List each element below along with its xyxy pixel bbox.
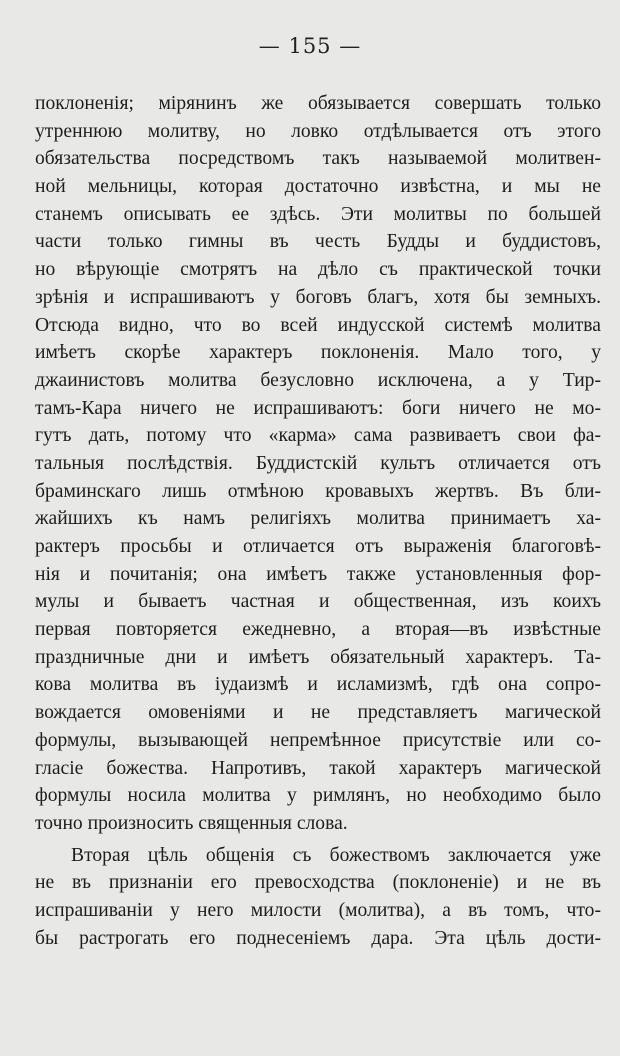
text-line: формулы носила молитва у римлянъ, но необходимо было xyxy=(35,785,601,807)
text-line: гутъ дать, потому что «карма» сама развиваетъ свои фа- xyxy=(35,425,601,447)
text-line: гласіе божества. Напротивъ, такой характеръ магической xyxy=(35,757,601,779)
text-line: обязательства посредствомъ такъ называемой молитвен- xyxy=(35,148,601,170)
text-line: джаинистовъ молитва безусловно исключена, а у Тир- xyxy=(35,369,601,391)
paragraph-1 xyxy=(35,90,601,838)
text-line: жайшихъ къ намъ религіяхъ молитва принимаетъ ха- xyxy=(35,508,601,530)
text-line: бы растрогать его поднесеніемъ дара. Эта цѣль дости- xyxy=(35,927,601,949)
text-line: утреннюю молитву, но ловко отдѣлывается отъ этого xyxy=(35,120,601,142)
text-line: тамъ-Кара ничего не испрашиваютъ: боги ничего не мо- xyxy=(35,397,601,419)
text-line: не въ признаніи его превосходства (поклоненіе) и не въ xyxy=(35,872,601,894)
text-line: первая повторяется ежедневно, а вторая—въ извѣстные xyxy=(35,619,601,641)
text-line: имѣетъ скорѣе характеръ поклоненія. Мало того, у xyxy=(35,342,601,364)
text-line: кова молитва въ іудаизмѣ и исламизмѣ, гдѣ она сопро- xyxy=(35,674,601,696)
text-line: станемъ описывать ее здѣсь. Эти молитвы по большей xyxy=(35,203,601,225)
text-line: праздничные дни и имѣетъ обязательный характеръ. Та- xyxy=(35,646,601,668)
body-text xyxy=(35,90,601,952)
text-line: нія и почитанія; она имѣетъ также установленныя фор- xyxy=(35,563,601,585)
page-number: — 155 — xyxy=(258,34,362,58)
text-line: Отсюда видно, что во всей индусской системѣ молитва xyxy=(35,314,601,336)
text-line: браминскаго лишь отмѣною кровавыхъ жертвъ. Въ бли- xyxy=(35,480,601,502)
text-line: мулы и бываетъ частная и общественная, изъ коихъ xyxy=(35,591,601,613)
text-line: точно произносить священныя слова. xyxy=(35,812,348,834)
text-line: части только гимны въ честь Будды и буддистовъ, xyxy=(35,231,601,253)
text-line: рактеръ просьбы и отличается отъ выраженія благоговѣ- xyxy=(35,536,601,557)
text-line: Вторая цѣль общенія съ божествомъ заключается уже xyxy=(71,844,601,866)
text-line: но вѣрующіе смотрятъ на дѣло съ практической точки xyxy=(35,259,601,281)
text-line: ной мельницы, которая достаточно извѣстна, и мы не xyxy=(35,176,601,198)
text-line: поклоненія; мірянинъ же обязывается совершать только xyxy=(35,93,601,114)
text-line: зрѣнія и испрашиваютъ у боговъ благъ, хотя бы земныхъ. xyxy=(35,286,601,308)
paragraph-2 xyxy=(35,842,601,953)
text-line: формулы, вызывающей непремѣнное присутствіе или со- xyxy=(35,729,601,751)
text-line: тальныя послѣдствія. Буддистскій культъ отличается отъ xyxy=(35,452,601,474)
text-line: испрашиваніи у него милости (молитва), а въ томъ, что- xyxy=(35,899,601,921)
text-line: вождается омовеніями и не представляетъ магической xyxy=(35,702,601,724)
